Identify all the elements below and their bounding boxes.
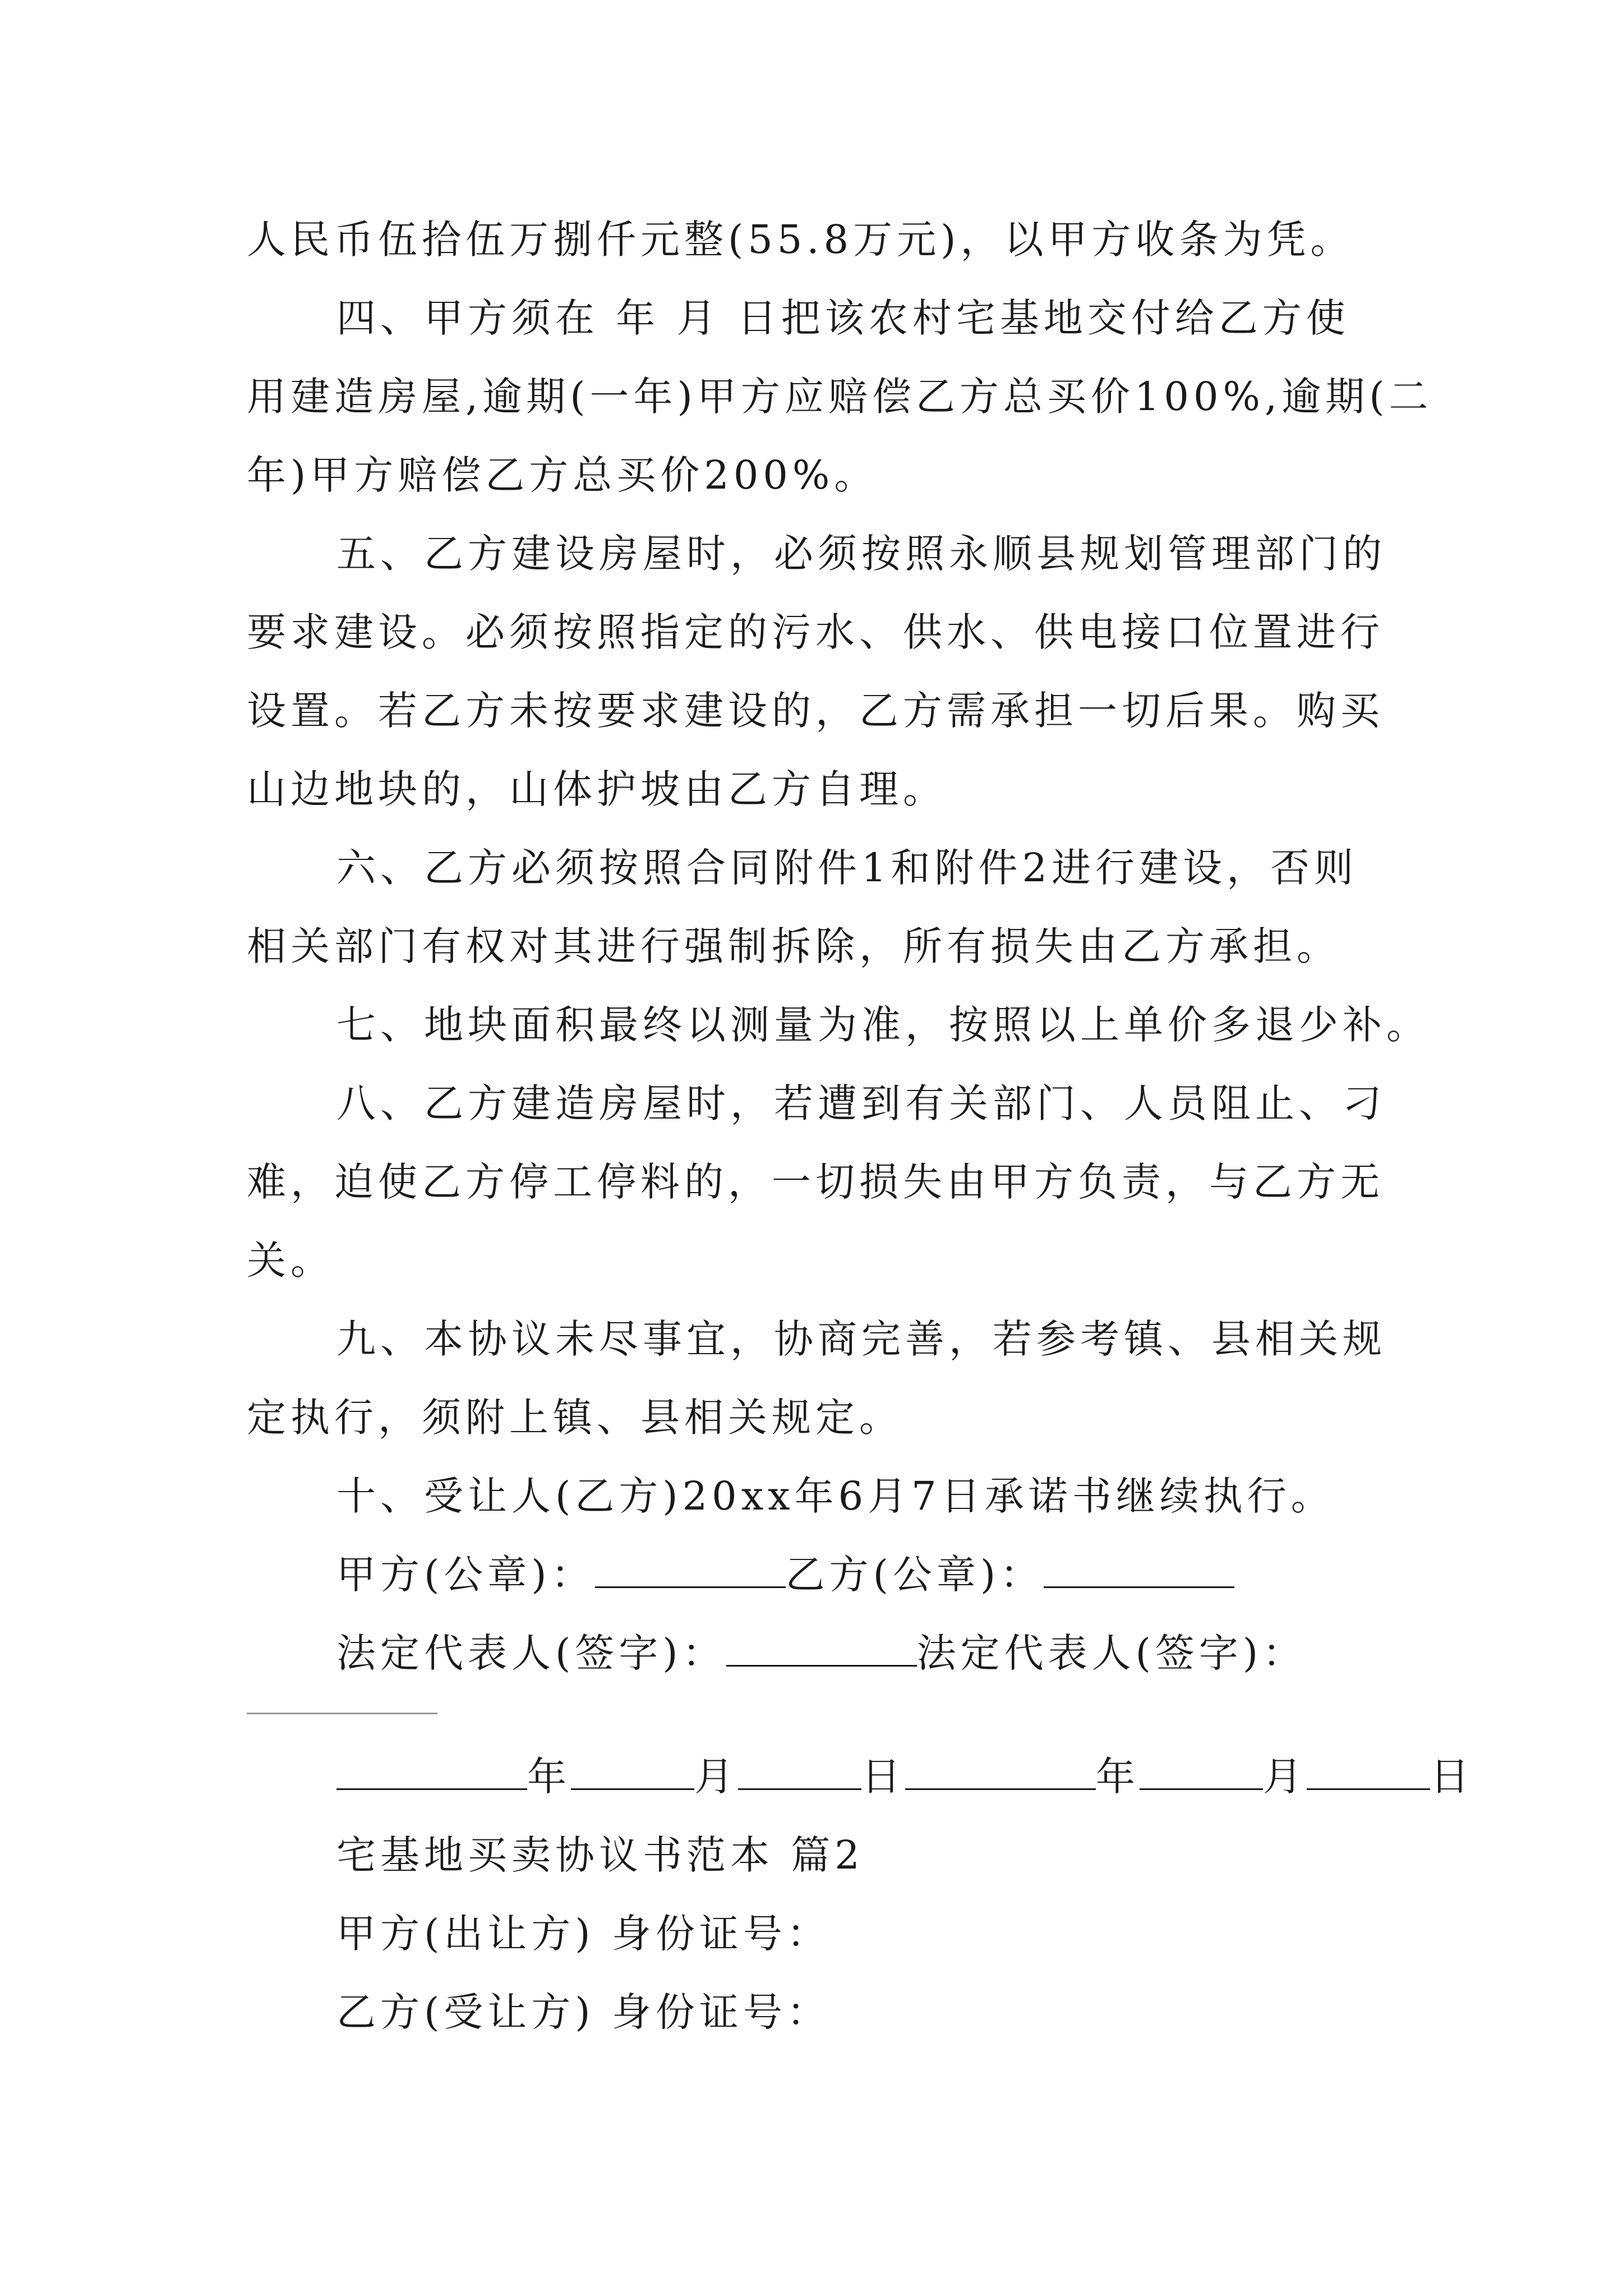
month-label: 月	[1263, 1754, 1307, 1800]
clause-six-line: 六、乙方必须按照合同附件1和附件2进行建设，否则	[336, 845, 1358, 891]
party-b-day-blank[interactable]	[1307, 1749, 1430, 1790]
paragraph-line: 年)甲方赔偿乙方总买价200%。	[247, 452, 878, 498]
day-label: 日	[861, 1754, 905, 1800]
clause-ten-line: 十、受让人(乙方)20xx年6月7日承诺书继续执行。	[336, 1473, 1335, 1519]
paragraph-line: 定执行，须附上镇、县相关规定。	[247, 1395, 903, 1441]
party-b-seal-blank[interactable]	[1044, 1547, 1234, 1588]
section-title: 宅基地买卖协议书范本 篇2	[336, 1832, 864, 1878]
seal-line	[336, 1547, 1481, 1603]
date-line	[336, 1749, 1481, 1805]
party-a-day-blank[interactable]	[738, 1749, 861, 1790]
party-b-seal-label: 乙方(公章)：	[785, 1552, 1044, 1598]
party-a-seal-label: 甲方(公章)：	[336, 1552, 595, 1598]
party-a-rep-label: 法定代表人(签字)：	[336, 1630, 726, 1676]
representative-line	[336, 1625, 1481, 1681]
clause-nine-line: 九、本协议未尽事宜，协商完善，若参考镇、县相关规	[336, 1316, 1386, 1362]
paragraph-line: 山边地块的，山体护坡由乙方自理。	[247, 766, 947, 812]
clause-five-line: 五、乙方建设房屋时，必须按照永顺县规划管理部门的	[336, 531, 1386, 577]
clause-seven-line: 七、地块面积最终以测量为准，按照以上单价多退少补。	[336, 1002, 1430, 1048]
paragraph-line: 用建造房屋,逾期(一年)甲方应赔偿乙方总买价100%,逾期(二	[247, 374, 1433, 420]
paragraph-line: 相关部门有权对其进行强制拆除，所有损失由乙方承担。	[247, 923, 1340, 969]
year-label: 年	[527, 1754, 571, 1800]
paragraph-line: 难，迫使乙方停工停料的，一切损失由甲方负责，与乙方无	[247, 1159, 1384, 1205]
signature-continuation-rule	[247, 1713, 437, 1714]
party-a-month-blank[interactable]	[571, 1749, 694, 1790]
year-label: 年	[1096, 1754, 1140, 1800]
party-a-rep-blank[interactable]	[726, 1626, 917, 1667]
party-b-rep-label: 法定代表人(签字)：	[916, 1630, 1307, 1676]
paragraph-line: 要求建设。必须按照指定的污水、供水、供电接口位置进行	[247, 609, 1384, 655]
paragraph-line: 设置。若乙方未按要求建设的，乙方需承担一切后果。购买	[247, 688, 1384, 734]
party-a-seal-blank[interactable]	[595, 1547, 786, 1588]
party-b-year-blank[interactable]	[905, 1749, 1096, 1790]
party-b-id-line: 乙方(受让方) 身份证号：	[336, 1989, 831, 2035]
paragraph-line: 关。	[247, 1237, 334, 1283]
month-label: 月	[694, 1754, 738, 1800]
party-b-month-blank[interactable]	[1140, 1749, 1263, 1790]
party-a-id-line: 甲方(出让方) 身份证号：	[336, 1911, 831, 1957]
party-a-year-blank[interactable]	[336, 1749, 527, 1790]
paragraph-line: 人民币伍拾伍万捌仟元整(55.8万元)，以甲方收条为凭。	[247, 217, 1354, 263]
day-label: 日	[1430, 1754, 1474, 1800]
clause-eight-line: 八、乙方建造房屋时，若遭到有关部门、人员阻止、刁	[336, 1080, 1386, 1126]
clause-four-line: 四、甲方须在 年 月 日把该农村宅基地交付给乙方使	[336, 295, 1350, 341]
